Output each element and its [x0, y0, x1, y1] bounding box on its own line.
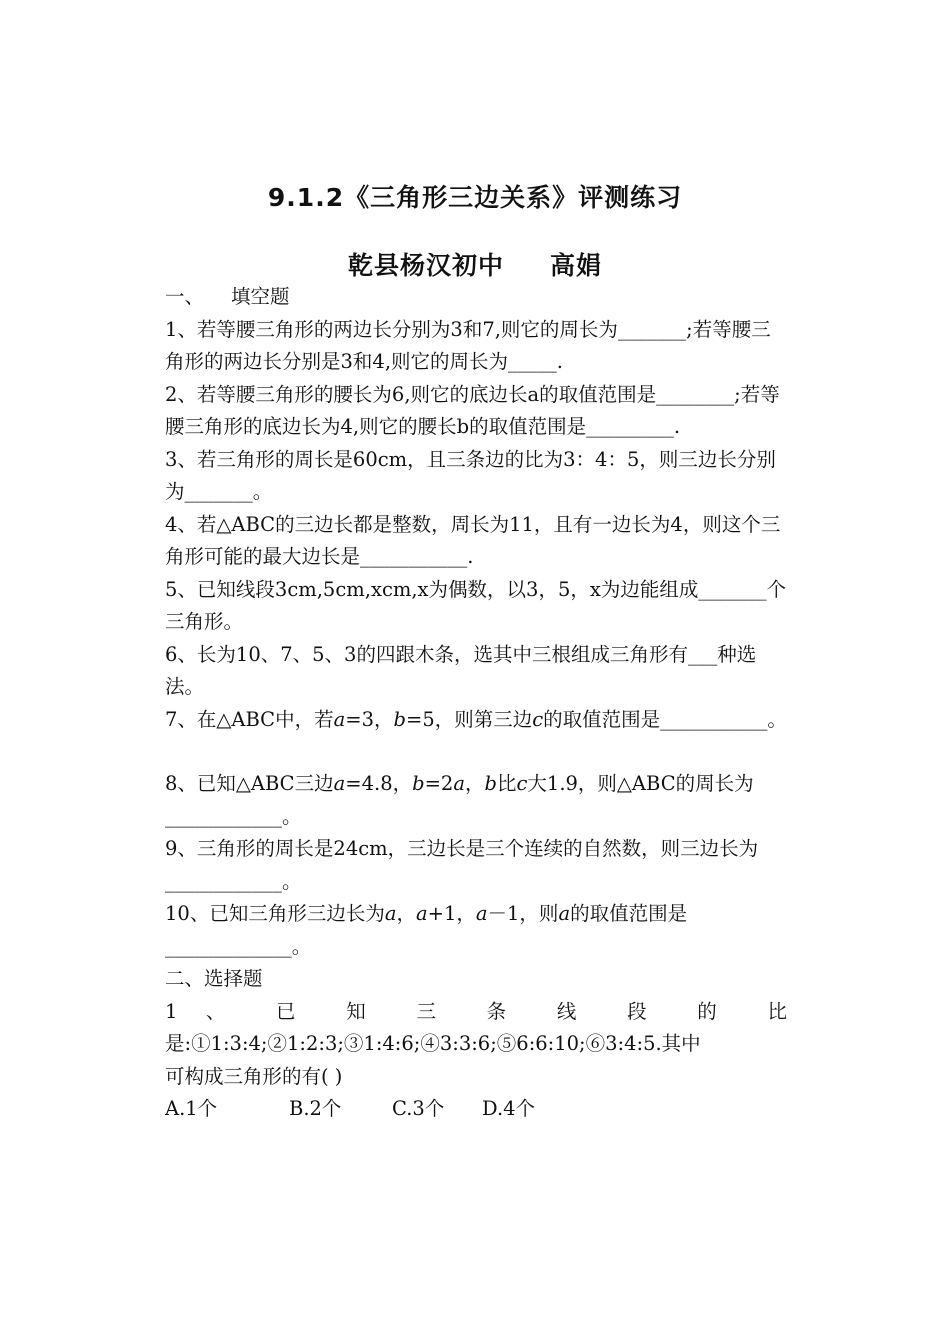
option-d: D.4个 — [482, 1097, 536, 1120]
author-line — [0, 246, 950, 282]
question-4: 4、若△ABC的三边长都是整数，周长为11，且有一边长为4，则这个三角形可能的最大边长是___________. — [165, 512, 781, 568]
option-b: B.2个 — [289, 1097, 342, 1120]
mc-question-1-options — [165, 1093, 787, 1126]
exercise-content — [165, 281, 787, 1126]
section-number: 一、 — [165, 285, 205, 308]
option-c: C.3个 — [392, 1097, 445, 1120]
question-9: 9、三角形的周长是24cm，三边长是三个连续的自然数，则三边长为____________。 — [165, 837, 759, 893]
section-heading-multiple-choice: 二、选择题 — [165, 967, 263, 990]
page-title: 9.1.2《三角形三边关系》评测练习 — [267, 183, 683, 212]
author-name: 高娟 — [550, 251, 603, 280]
question-7: 7、在△ABC中，若a=3，b=5，则第三边c的取值范围是___________。 — [165, 707, 787, 731]
mc-question-1-line-1: 1 、 已 知 三 条 线 段 的 比 — [165, 999, 787, 1023]
mc-question-1-line-2: 是:①1:3:4;②1:2:3;③1:4:6;④3:3:6;⑤6:6:10;⑥3:4:5.其中 — [165, 1032, 701, 1055]
question-3: 3、若三角形的周长是60cm，且三条边的比为3：4：5，则三边长分别为_______。 — [165, 447, 776, 503]
question-1: 1、若等腰三角形的两边长分别为3和7,则它的周长为_______;若等腰三角形的两边长分别是3和4,则它的周长为_____. — [165, 317, 771, 373]
author-school: 乾县杨汉初中 — [347, 251, 504, 280]
question-5: 5、已知线段3cm,5cm,xcm,x为偶数，以3，5，x为边能组成_______个三角形。 — [165, 577, 787, 633]
question-6: 6、长为10、7、5、3的四跟木条，选其中三根组成三角形有___种选法。 — [165, 642, 757, 698]
question-8: 8、已知△ABC三边a=4.8，b=2a，b比c大1.9，则△ABC的周长为____________。 — [165, 772, 754, 828]
question-10: 10、已知三角形三边长为a，a+1，a－1，则a的取值范围是_____________。 — [165, 902, 688, 958]
mc-question-1-line-3: 可构成三角形的有( ) — [165, 1064, 343, 1088]
question-2: 2、若等腰三角形的腰长为6,则它的底边长a的取值范围是________;若等腰三角形的底边长为4,则它的腰长b的取值范围是_________. — [165, 382, 780, 438]
section-heading-fill-in — [165, 281, 787, 314]
option-a: A.1个 — [165, 1097, 218, 1120]
blank-line — [165, 736, 787, 768]
section-title: 填空题 — [231, 285, 290, 308]
